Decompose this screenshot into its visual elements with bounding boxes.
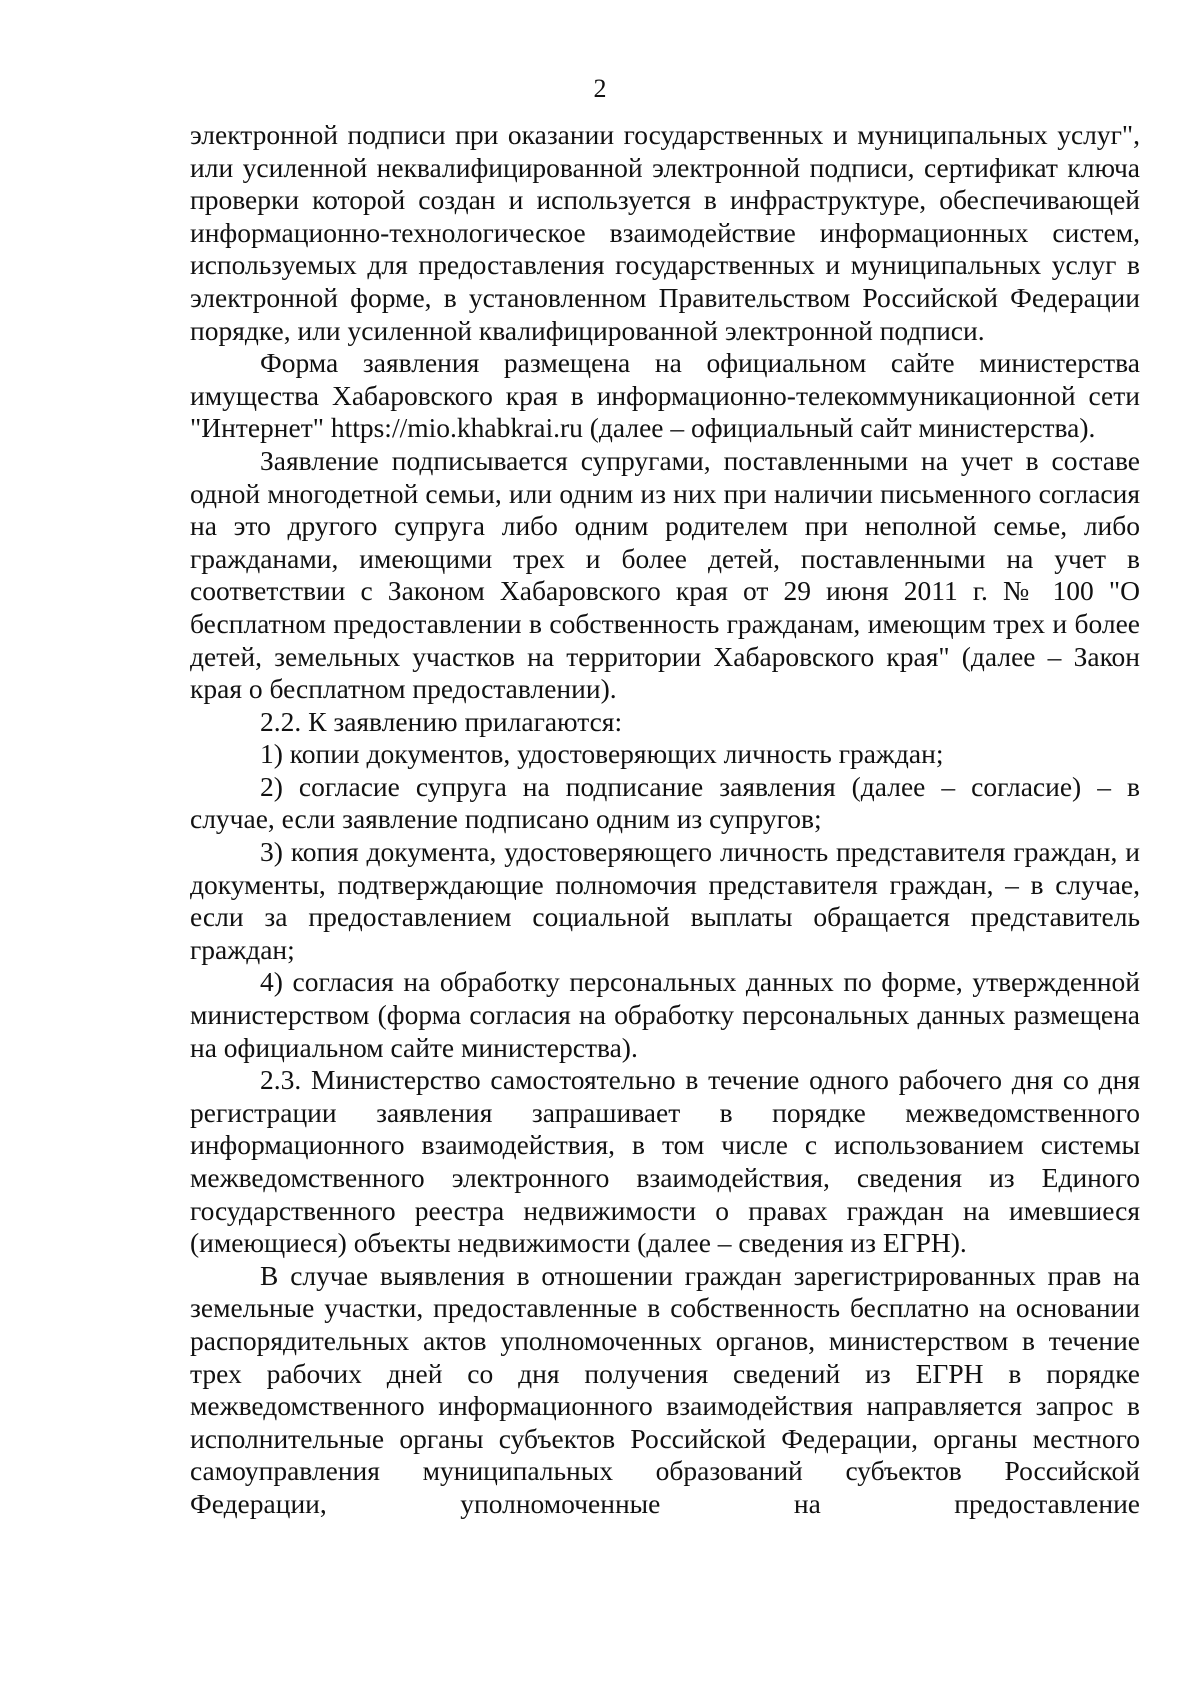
list-item-2: 2) согласие супруга на подписание заявления (далее – согласие) – в случае, если заявление подписано одним из супругов; — [190, 770, 1140, 835]
paragraph-section-2-2: 2.2. К заявлению прилагаются: — [260, 705, 623, 737]
list-item-1: 1) копии документов, удостоверяющих личность граждан; — [260, 738, 944, 770]
paragraph-application-form: Форма заявления размещена на официальном сайте министерства имущества Хабаровского края в информационно-телекоммуникационной сети "Интернет" https://mio.khabkrai.ru (далее – официальный сайт министерства). — [190, 347, 1140, 444]
paragraph-section-2-3: 2.3. Министерство самостоятельно в течение одного рабочего дня со дня регистрации заявления запрашивает в порядке межведомственного информационного взаимодействия, в том числе с использованием системы межведомственного электронного взаимодействия, сведения из Единого государственного реестра недвижимости о правах граждан на имевшиеся (имеющиеся) объекты недвижимости (далее – сведения из ЕГРН). — [190, 1064, 1140, 1259]
list-item-3: 3) копия документа, удостоверяющего личность представителя граждан, и документы, подтверждающие полномочия представителя граждан, – в случае, если за предоставлением социальной выплаты обращается представитель граждан; — [190, 836, 1140, 965]
list-item-4: 4) согласия на обработку персональных данных по форме, утвержденной министерством (форма согласия на обработку персональных данных размещена на официальном сайте министерства). — [190, 966, 1140, 1063]
document-body — [190, 119, 1140, 1521]
paragraph-egrn-request: В случае выявления в отношении граждан зарегистрированных прав на земельные участки, предоставленные в собственность бесплатно на основании распорядительных актов уполномоченных органов, министерством в течение трех рабочих дней со дня получения сведений из ЕГРН в порядке межведомственного информационного взаимодействия направляется запрос в исполнительные органы субъектов Российской Федерации, органы местного самоуправления муниципальных образований субъектов Российской Федерации, уполномоченные на предоставление — [190, 1259, 1140, 1519]
paragraph-application-signing: Заявление подписывается супругами, поставленными на учет в составе одной многодетной семьи, или одним из них при наличии письменного согласия на это другого супруга либо одним родителем при неполной семье, либо гражданами, имеющими трех и более детей, поставленными на учет в соответствии с Законом Хабаровского края от 29 июня 2011 г. № 100 "О бесплатном предоставлении в собственность гражданам, имеющим трех и более детей, земельных участков на территории Хабаровского края" (далее – Закон края о бесплатном предоставлении). — [190, 444, 1140, 705]
paragraph-signature-continuation: электронной подписи при оказании государственных и муниципальных услуг", или усиленной неквалифицированной электронной подписи, сертификат ключа проверки которой создан и используется в инфраструктуре, обеспечивающей информационно-технологическое взаимодействие информационных систем, используемых для предоставления государственных и муниципальных услуг в электронной форме, в установленном Правительством Российской Федерации порядке, или усиленной квалифицированной электронной подписи. — [190, 119, 1140, 346]
page-number: 2 — [593, 74, 607, 103]
